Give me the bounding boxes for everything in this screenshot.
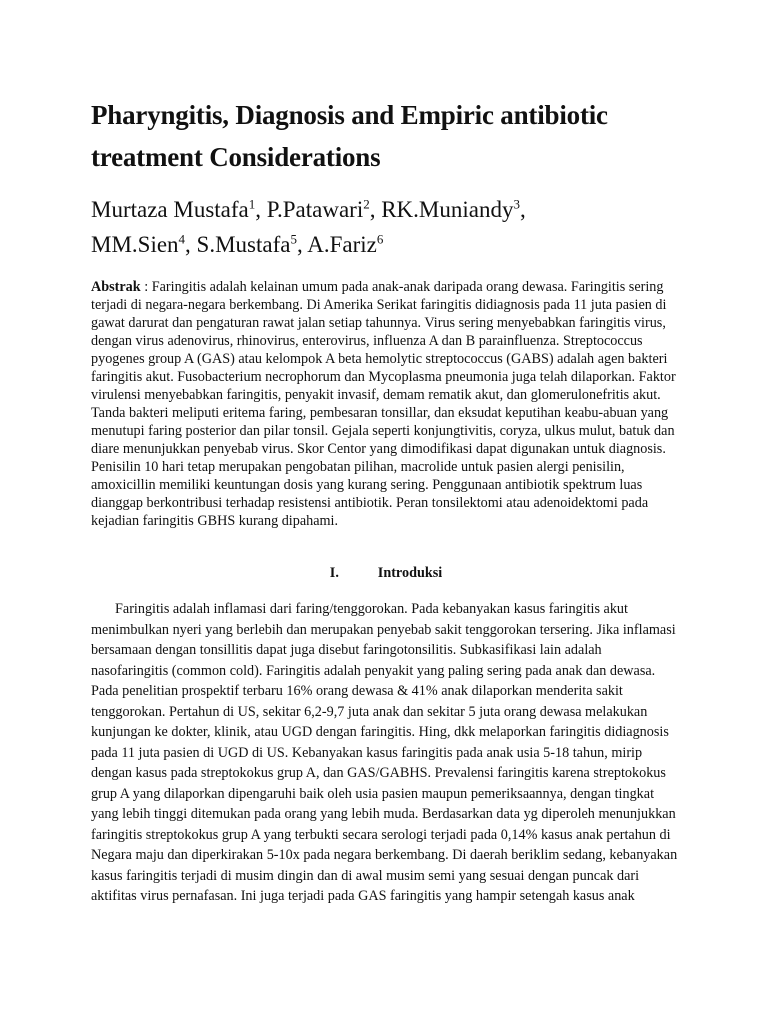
section-title: Introduksi (377, 565, 443, 581)
author-separator: , (255, 197, 267, 222)
author-4 (197, 232, 308, 257)
author-affiliation-number: 6 (376, 231, 384, 247)
author-list (91, 192, 681, 262)
paper-title: Pharyngitis, Diagnosis and Empiric antibiotic treatment Considerations (91, 100, 608, 172)
abstract (91, 278, 681, 530)
document-page (91, 94, 681, 907)
author-name: RK.Muniandy (381, 197, 514, 222)
author-separator: , (519, 197, 526, 222)
author-affiliation-number: 4 (178, 231, 186, 247)
author-name: MM.Sien (91, 232, 179, 257)
author-separator: , (369, 197, 382, 222)
author-0 (91, 197, 267, 222)
section-number: I. (329, 565, 339, 581)
abstract-separator: : (140, 279, 152, 295)
author-name: Murtaza Mustafa (91, 197, 249, 222)
author-2 (381, 197, 526, 222)
abstract-text: Faringitis adalah kelainan umum pada anak-anak daripada orang dewasa. Faringitis sering terjadi di negara-negara berkembang. Di Amerika Serikat faringitis didiagnosis pada 11 juta pasien di gawat darurat dan pengaturan rawat jalan setiap tahunnya. Virus sering menyebabkan faringitis virus, dengan virus adenovirus, rhinovirus, enterovirus, influenza A dan B parainfluenza. Streptococcus pyogenes group A (GAS) atau kelompok A beta hemolytic streptococcus (GABS) adalah agen bakteri faringitis akut. Fusobacterium necrophorum dan Mycoplasma pneumonia juga telah dilaporkan. Faktor virulensi menyebabkan faringitis, penyakit invasif, demam rematik akut, dan glomerulonefritis akut. Tanda bakteri meliputi eritema faring, pembesaran tonsillar, dan eksudat keputihan keabu-abuan yang menutupi faring posterior dan pilar tonsil. Gejala seperti konjungtivitis, coryza, ulkus mulut, batuk dan diare menunjukkan penyebab virus. Skor Centor yang dimodifikasi dapat digunakan untuk diagnosis. Penisilin 10 hari tetap merupakan pengobatan pilihan, macrolide untuk pasien alergi penisilin, amoxicillin memiliki keuntungan dosis yang kurang sering. Penggunaan antibiotik spektrum luas dianggap berkontribusi terhadap resistensi antibiotik. Peran tonsilektomi atau adenoidektomi pada kejadian faringitis GBHS kurang dipahami. (91, 279, 676, 529)
author-1 (267, 197, 381, 222)
abstract-label: Abstrak (91, 279, 141, 295)
author-separator: , (185, 232, 197, 257)
section-heading (91, 564, 681, 582)
author-affiliation-number: 3 (513, 196, 520, 212)
author-name: A.Fariz (307, 232, 377, 257)
author-separator: , (296, 232, 308, 257)
author-affiliation-number: 1 (248, 196, 256, 212)
author-name: S.Mustafa (196, 232, 291, 257)
author-5 (307, 232, 383, 257)
author-affiliation-number: 5 (290, 231, 297, 247)
author-name: P.Patawari (266, 197, 364, 222)
intro-paragraph: Faringitis adalah inflamasi dari faring/tenggorokan. Pada kebanyakan kasus faringitis akut menimbulkan nyeri yang berlebih dan merupakan penyebab sakit tenggorokan tersering. Jika inflamasi bersamaan dengan tonsillitis dapat juga disebut faringotonsilitis. Subkasifikasi lain adalah nasofaringitis (common cold). Faringitis adalah penyakit yang paling sering pada anak dan dewasa. Pada penelitian prospektif terbaru 16% orang dewasa & 41% anak dilaporkan menderita sakit tenggorokan. Pertahun di US, sekitar 6,2-9,7 juta anak dan sekitar 5 juta orang dewasa melakukan kunjungan ke dokter, klinik, atau UGD dengan faringitis. Hing, dkk melaporkan faringitis didiagnosis pada 11 juta pasien di UGD di US. Kebanyakan kasus faringitis pada anak usia 5-18 tahun, mirip dengan kasus pada streptokokus grup A, dan GAS/GABHS. Prevalensi faringitis karena streptokokus grup A yang dilaporkan dipengaruhi baik oleh usia pasien maupun pemeriksaannya, dengan tingkat yang lebih tinggi ditemukan pada orang yang lebih muda. Berdasarkan data yg diperoleh menunjukkan faringitis streptokokus grup A yang terbukti secara serologi terjadi pada 0,14% kasus anak pertahun di Negara maju dan diperkirakan 5-10x pada negara berkembang. Di daerah beriklim sedang, kebanyakan kasus faringitis terjadi di musim dingin dan di awal musim semi yang sesuai dengan puncak dari aktifitas virus pernafasan. Ini juga terjadi pada GAS faringitis yang hampir setengah kasus anak (91, 601, 678, 904)
author-affiliation-number: 2 (363, 196, 370, 212)
author-3 (91, 232, 197, 257)
